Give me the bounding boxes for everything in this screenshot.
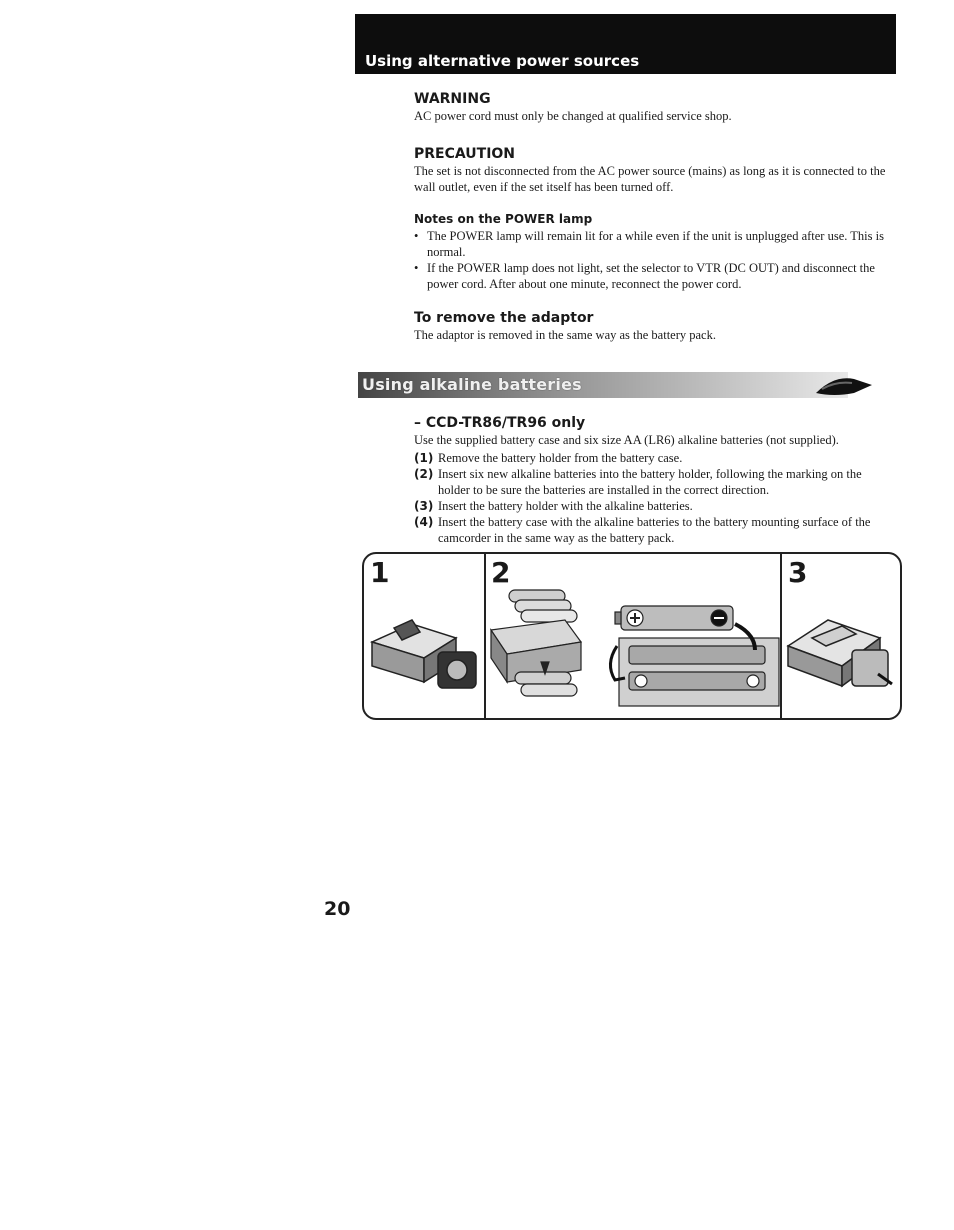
alkaline-section bbox=[414, 415, 896, 546]
battery-holder-illustration bbox=[485, 554, 780, 718]
panel-1-number: 1 bbox=[370, 556, 390, 589]
battery-illustration bbox=[362, 552, 902, 720]
alkaline-subheading: – CCD-TR86/TR96 only bbox=[414, 415, 586, 431]
power-lamp-list bbox=[414, 228, 896, 292]
list-item bbox=[414, 498, 896, 514]
power-lamp-notes bbox=[414, 212, 896, 292]
alkaline-section-band bbox=[358, 370, 898, 400]
panel-1 bbox=[364, 554, 484, 718]
step-text: Insert six new alkaline batteries into the battery holder, following the marking on the holder to be sure the batteries are installed in the correct direction. bbox=[438, 467, 862, 497]
panel-2 bbox=[485, 554, 780, 718]
alkaline-steps bbox=[414, 450, 896, 546]
step-text: Insert the battery holder with the alkaline batteries. bbox=[438, 499, 693, 513]
precaution-section bbox=[414, 146, 896, 195]
section-header-bar bbox=[355, 14, 896, 74]
precaution-text: The set is not disconnected from the AC power source (mains) as long as it is connected to the wall outlet, even if the set itself has been turned off. bbox=[414, 164, 886, 194]
warning-section bbox=[414, 91, 896, 124]
step-text: Remove the battery holder from the battery case. bbox=[438, 451, 683, 465]
panel-3-number: 3 bbox=[788, 556, 808, 589]
panel-2-number: 2 bbox=[491, 556, 511, 589]
step-number: (1) bbox=[414, 451, 434, 465]
step-number: (4) bbox=[414, 515, 434, 529]
warning-heading: WARNING bbox=[414, 91, 491, 107]
list-item bbox=[414, 450, 896, 466]
alkaline-intro: Use the supplied battery case and six size AA (LR6) alkaline batteries (not supplied). bbox=[414, 433, 839, 447]
list-item: • If the POWER lamp does not light, set the selector to VTR (DC OUT) and disconnect the power cord. After about one minute, reconnect the power cord. bbox=[414, 260, 896, 292]
adaptor-section bbox=[414, 310, 896, 343]
step-number: (3) bbox=[414, 499, 434, 513]
list-item bbox=[414, 466, 896, 498]
alkaline-section-title: Using alkaline batteries bbox=[362, 375, 582, 394]
step-number: (2) bbox=[414, 467, 434, 481]
adaptor-text: The adaptor is removed in the same way as the battery pack. bbox=[414, 328, 716, 342]
power-lamp-heading: Notes on the POWER lamp bbox=[414, 212, 593, 226]
step-text: Insert the battery case with the alkaline batteries to the battery mounting surface of the camcorder in the same way as the battery pack. bbox=[438, 515, 871, 545]
list-item bbox=[414, 514, 896, 546]
band-arrow-icon bbox=[814, 373, 874, 397]
adaptor-heading: To remove the adaptor bbox=[414, 310, 594, 326]
precaution-heading: PRECAUTION bbox=[414, 146, 516, 162]
page-number: 20 bbox=[324, 898, 351, 920]
section-header-title: Using alternative power sources bbox=[365, 52, 640, 70]
panel-3 bbox=[782, 554, 900, 718]
list-item: • The POWER lamp will remain lit for a while even if the unit is unplugged after use. This is normal. bbox=[414, 228, 896, 260]
warning-text: AC power cord must only be changed at qualified service shop. bbox=[414, 109, 732, 123]
